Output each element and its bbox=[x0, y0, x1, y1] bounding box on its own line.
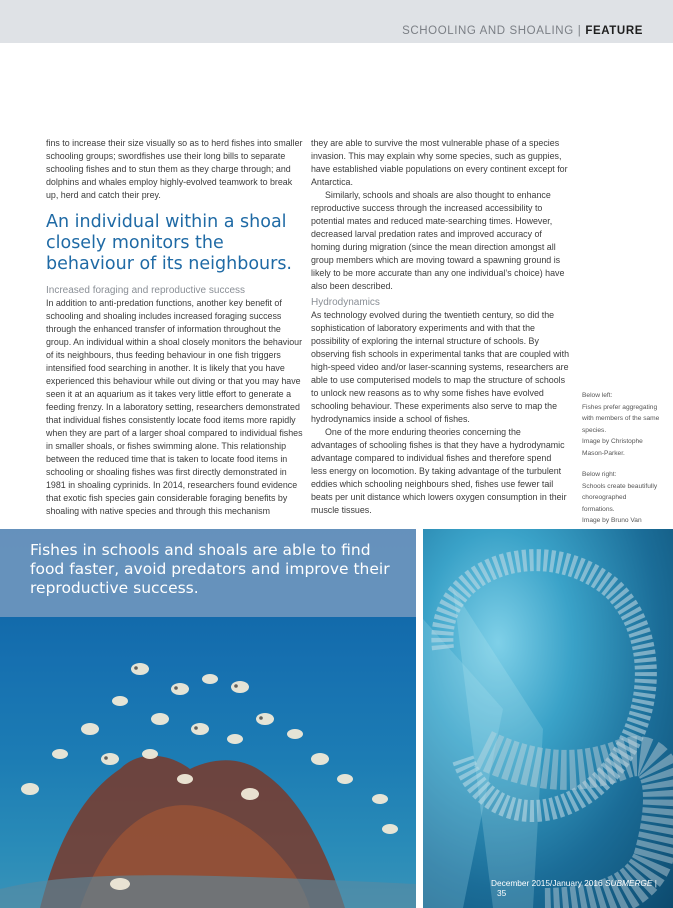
photo-fish-school bbox=[423, 529, 673, 908]
left-paragraph-1: fins to increase their size visually so as to herd fishes into smaller schooling groups; swordfishes use their long bills to separate schooling fishes and to stun them as they charge through; and dolphins and whales employ highly-evolved teamwork to break up, herd and catch their prey. bbox=[46, 138, 303, 200]
mid-paragraph-4: One of the more enduring theories concerning the advantages of schooling fishes is that they have a hydrodynamic advantage compared to individual fishes and therefore spend less energy on locomotion. By taking advantage of the turbulent eddies which schooling neighbours shed, fishes use fewer tail beats per unit distance which lowers oxygen consumption in their muscle tissues. bbox=[311, 427, 567, 515]
caption-gap bbox=[582, 459, 660, 469]
footer-separator: | bbox=[654, 878, 657, 888]
mid-column-body bbox=[311, 309, 569, 517]
feature-label: FEATURE bbox=[585, 25, 643, 37]
mid-paragraph-3: As technology evolved during the twentieth century, so did the sophistication of laboratory experiments and with that the possibility of exploring the internal structure of schools. By observing fish schools in experimental tanks that are coupled with high-speed video and/or laser-scanning systems, researchers are able to use computerised models to map the structure of schools to unlock new reasons as to why some fishes have evolved schooling behaviour. These experiments also serve to map the hydrodynamics inside a school of fishes. bbox=[311, 310, 570, 424]
left-column-body bbox=[46, 297, 304, 518]
mid-column-top bbox=[311, 137, 569, 293]
magazine-name: SUBMERGE bbox=[604, 878, 653, 888]
issue-date: December 2015/January 2016 bbox=[491, 878, 603, 888]
photo-quote: Fishes in schools and shoals are able to find food faster, avoid predators and improve their reproductive success. bbox=[30, 541, 390, 597]
caption-right-credit: Image by Bruno Van bbox=[582, 517, 642, 524]
caption-left-text: Fishes prefer aggregating with members of the same species. bbox=[582, 403, 660, 434]
left-paragraph-2: In addition to anti-predation functions, another key benefit of schooling and shoaling includes increased foraging success through the enhanced transfer of information throughout the group. An individual within a shoal closely monitors the behaviour of its neighbours, thus feeding behaviour in one fish triggers intensified food searching in another. It is likely that you have experienced this behaviour while out diving or that you may have seen it at an aquarium as it takes very little effort to generate a feeding frenzy. In a laboratory setting, researchers demonstrated that individual fishes consistently locate food items more rapidly when they are part of a larger shoal compared to individual fishes in smaller shoals, or fishes swimming alone. This relationship between the reduced time that is taken to locate food items in schooling or shoaling fishes was first directly demonstrated in 1981 in shoaling cyprinids. In 2014, researchers found evidence that exotic fish species gain considerable foraging benefits by shoaling with native species and through this mechanism bbox=[46, 298, 303, 516]
fish-school-illustration bbox=[423, 529, 673, 908]
left-column-top bbox=[46, 137, 304, 202]
caption-right-label: Below right: bbox=[582, 471, 617, 478]
page-footer bbox=[491, 878, 673, 898]
header-separator: | bbox=[577, 25, 582, 37]
caption-right-text: Schools create beautifully choreographed formations. bbox=[582, 482, 658, 513]
pull-quote: An individual within a shoal closely monitors the behaviour of its neighbours. bbox=[46, 212, 292, 274]
mid-paragraph-2: Similarly, schools and shoals are also thought to enhance reproductive success through the increased accessibility to potential mates and reduced mate-searching times. However, decreased larval predation rates and improved accuracy of homing during migration (since the mean direction amongst all group members which are moving toward a spawning ground is likely to be more accurate than any one individual’s choice) have also been described. bbox=[311, 190, 565, 291]
caption-left-credit: Image by Christophe Mason-Parker. bbox=[582, 438, 643, 457]
subhead-foraging: Increased foraging and reproductive success bbox=[46, 285, 246, 296]
section-title: SCHOOLING AND SHOALING bbox=[402, 25, 574, 37]
page-number: 35 bbox=[497, 888, 507, 898]
subhead-hydrodynamics: Hydrodynamics bbox=[311, 297, 380, 308]
caption-left-label: Below left: bbox=[582, 392, 613, 399]
running-header bbox=[402, 25, 643, 37]
image-captions bbox=[582, 390, 660, 538]
mid-paragraph-1: they are able to survive the most vulnerable phase of a species invasion. This may explain why some species, such as guppies, have established viable populations on every continent except for Antarctica. bbox=[311, 138, 568, 187]
